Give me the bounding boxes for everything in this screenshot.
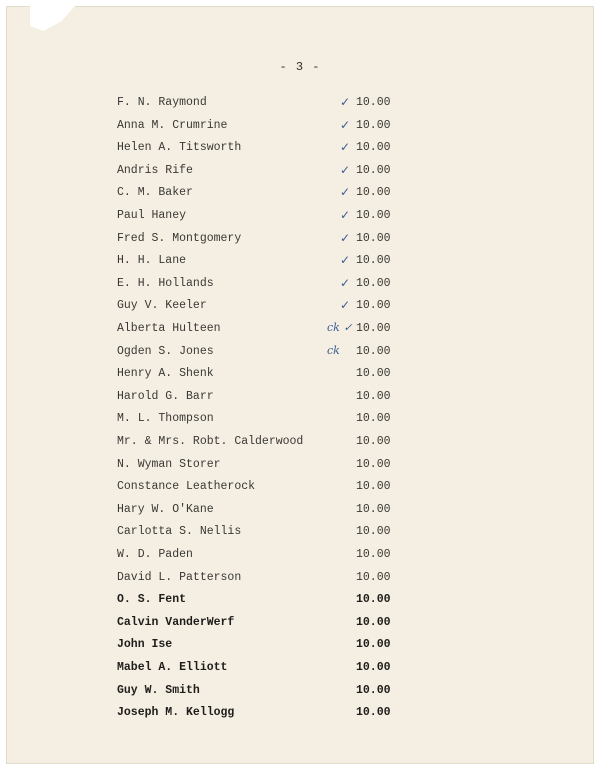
- contributor-name: Guy V. Keeler: [117, 299, 207, 313]
- list-item: [0, 548, 600, 570]
- list-item: [0, 525, 600, 547]
- contribution-amount: 10.00: [356, 367, 391, 381]
- list-item: [0, 209, 600, 231]
- list-item: [0, 661, 600, 683]
- page-number: - 3 -: [279, 60, 321, 74]
- contributor-name: Ogden S. Jones: [117, 344, 214, 358]
- list-item: [0, 616, 600, 638]
- contributor-name: H. H. Lane: [117, 254, 187, 268]
- list-item: [0, 119, 600, 141]
- contribution-amount: 10.00: [356, 435, 391, 448]
- contributor-name: Hary W. O'Kane: [117, 502, 214, 516]
- list-item: [0, 345, 600, 367]
- list-item: [0, 96, 600, 118]
- list-item: [0, 390, 600, 412]
- contribution-amount: 10.00: [356, 186, 391, 200]
- contribution-amount: 10.00: [356, 209, 391, 222]
- contributor-name: Anna M. Crumrine: [117, 118, 228, 132]
- handwritten-check-mark: ✓: [340, 230, 351, 245]
- list-item: [0, 593, 600, 615]
- contribution-amount: 10.00: [356, 683, 391, 697]
- handwritten-check-mark: ck: [327, 343, 340, 357]
- handwritten-check-mark: ✓: [340, 95, 351, 109]
- list-item: [0, 254, 600, 276]
- contribution-amount: 10.00: [356, 480, 391, 494]
- contributor-name: Henry A. Shenk: [117, 367, 214, 381]
- list-item: [0, 232, 600, 254]
- contribution-amount: 10.00: [356, 638, 391, 652]
- list-item: [0, 458, 600, 480]
- contributor-name: Mr. & Mrs. Robt. Calderwood: [117, 435, 304, 448]
- list-item: [0, 638, 600, 660]
- contributor-name: John Ise: [117, 638, 173, 652]
- contributor-name: Guy W. Smith: [117, 683, 200, 697]
- handwritten-check-mark: ✓: [340, 185, 351, 200]
- contribution-amount: 10.00: [356, 344, 391, 358]
- list-item: [0, 503, 600, 525]
- contribution-amount: 10.00: [356, 661, 391, 674]
- list-item: [0, 277, 600, 299]
- handwritten-check-mark: ✓: [340, 298, 351, 313]
- handwritten-check-mark: ✓: [340, 253, 351, 268]
- handwritten-check-mark: ck ✓: [327, 321, 353, 334]
- contributor-name: Helen A. Titsworth: [117, 141, 242, 155]
- contributor-name: N. Wyman Storer: [117, 457, 221, 471]
- contributor-name: M. L. Thompson: [117, 412, 214, 426]
- contributor-name: Paul Haney: [117, 209, 187, 222]
- contribution-amount: 10.00: [356, 299, 391, 313]
- contribution-amount: 10.00: [356, 706, 391, 720]
- contribution-amount: 10.00: [356, 412, 391, 426]
- contribution-amount: 10.00: [356, 231, 391, 245]
- contributor-name: Alberta Hulteen: [117, 322, 221, 335]
- contributor-name: C. M. Baker: [117, 186, 193, 200]
- contributor-name: Mabel A. Elliott: [117, 661, 228, 674]
- contributor-name: Constance Leatherock: [117, 480, 256, 494]
- contributor-name: Joseph M. Kellogg: [117, 706, 235, 720]
- contribution-amount: 10.00: [356, 502, 391, 516]
- contributor-name: Harold G. Barr: [117, 389, 214, 403]
- contribution-amount: 10.00: [356, 570, 391, 584]
- contributor-name: O. S. Fent: [117, 593, 187, 607]
- list-item: [0, 480, 600, 502]
- contributor-name: W. D. Paden: [117, 548, 193, 561]
- list-item: [0, 435, 600, 457]
- list-item: [0, 571, 600, 593]
- handwritten-check-mark: ✓: [340, 275, 351, 290]
- list-item: [0, 367, 600, 389]
- contribution-amount: 10.00: [356, 548, 391, 561]
- list-item: [0, 141, 600, 163]
- list-item: [0, 412, 600, 434]
- contribution-amount: 10.00: [356, 254, 391, 268]
- contributor-name: Andris Rife: [117, 163, 193, 177]
- contribution-amount: 10.00: [356, 96, 391, 109]
- handwritten-check-mark: ✓: [340, 140, 351, 155]
- contribution-amount: 10.00: [356, 163, 391, 177]
- contributor-name: David L. Patterson: [117, 570, 242, 584]
- contribution-amount: 10.00: [356, 389, 391, 403]
- handwritten-check-mark: ✓: [340, 208, 351, 222]
- contribution-amount: 10.00: [356, 593, 391, 607]
- list-item: [0, 186, 600, 208]
- contribution-amount: 10.00: [356, 276, 391, 290]
- contributor-name: Carlotta S. Nellis: [117, 525, 242, 539]
- contributor-name: F. N. Raymond: [117, 96, 207, 109]
- list-item: [0, 706, 600, 728]
- contribution-amount: 10.00: [356, 118, 391, 132]
- contribution-amount: 10.00: [356, 615, 391, 629]
- contribution-amount: 10.00: [356, 322, 391, 335]
- contributor-name: E. H. Hollands: [117, 276, 214, 290]
- list-item: [0, 299, 600, 321]
- contributor-name: Calvin VanderWerf: [117, 615, 235, 629]
- list-item: [0, 684, 600, 706]
- list-item: [0, 164, 600, 186]
- contributor-name: Fred S. Montgomery: [117, 231, 242, 245]
- contribution-amount: 10.00: [356, 141, 391, 155]
- contribution-amount: 10.00: [356, 457, 391, 471]
- handwritten-check-mark: ✓: [340, 117, 351, 132]
- handwritten-check-mark: ✓: [340, 162, 351, 177]
- contribution-amount: 10.00: [356, 525, 391, 539]
- list-item: [0, 322, 600, 344]
